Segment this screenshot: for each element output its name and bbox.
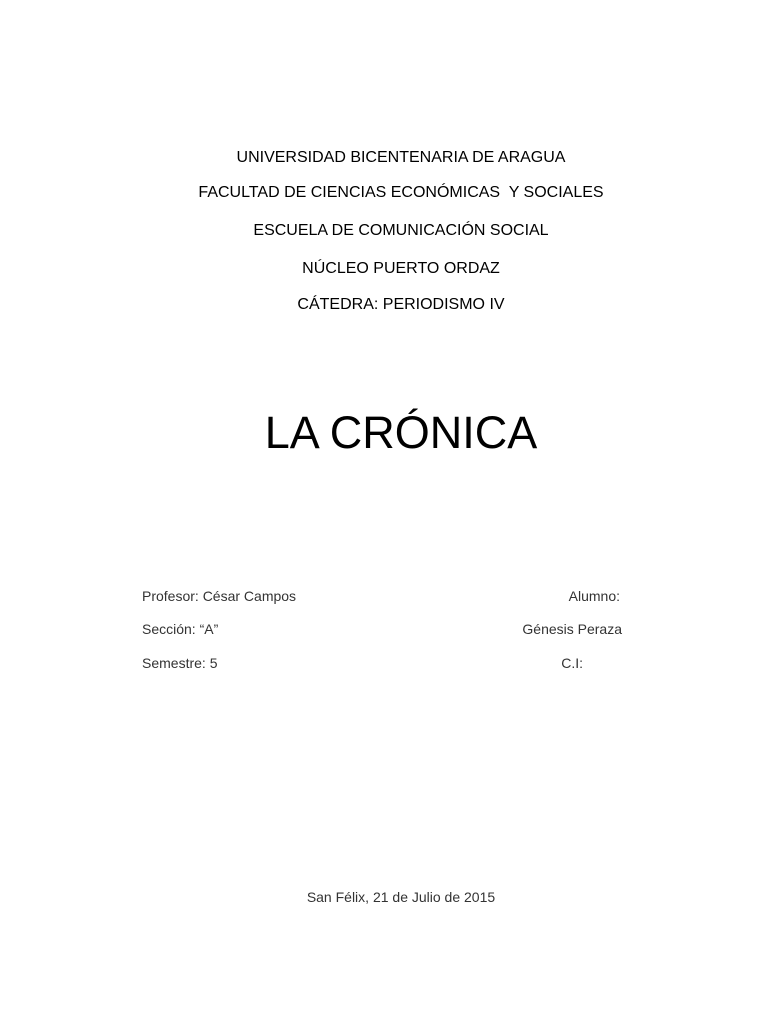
course-name: CÁTEDRA: PERIODISMO IV [297, 296, 505, 313]
faculty-name: FACULTAD DE CIENCIAS ECONÓMICAS Y SOCIALES [198, 184, 604, 201]
student-label: Alumno: [568, 588, 620, 604]
campus-name: NÚCLEO PUERTO ORDAZ [302, 260, 500, 277]
student-name: Génesis Peraza [522, 621, 622, 637]
ci-label: C.I: [561, 655, 583, 671]
place-and-date: San Félix, 21 de Julio de 2015 [306, 889, 496, 905]
document-title: LA CRÓNICA [264, 407, 538, 458]
professor-label: Profesor: César Campos [142, 588, 297, 604]
semester-label: Semestre: 5 [142, 655, 218, 671]
university-name: UNIVERSIDAD BICENTENARIA DE ARAGUA [236, 149, 566, 166]
school-name: ESCUELA DE COMUNICACIÓN SOCIAL [253, 222, 549, 239]
section-label: Sección: “A” [142, 621, 219, 637]
